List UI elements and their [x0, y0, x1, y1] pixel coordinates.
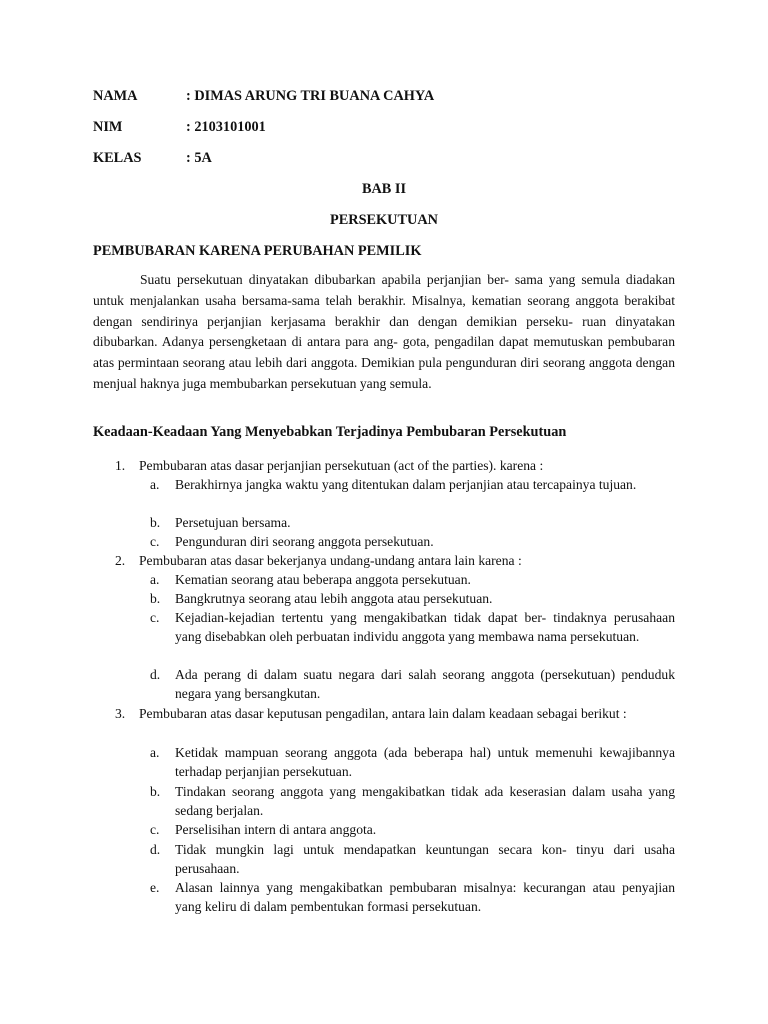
sub-item-text: Kematian seorang atau beberapa anggota persekutuan.: [175, 572, 471, 587]
kelas-value: : 5A: [186, 150, 212, 166]
chapter-heading: BAB II: [361, 181, 407, 197]
sub-item-text: Tindakan seorang anggota yang mengakibatkan tidak ada keserasian dalam usaha yang sedang berjalan.: [175, 784, 675, 818]
sub-item-letter: a.: [150, 477, 160, 492]
sub-item-text: Alasan lainnya yang mengakibatkan pembubaran misalnya: kecurangan atau penyajian yang keliru di dalam pembentukan formasi persekutuan.: [175, 880, 675, 914]
sub-item-letter: b.: [150, 515, 161, 530]
chapter-title: PERSEKUTUAN: [329, 212, 439, 228]
sub-item-text: Ketidak mampuan seorang anggota (ada beberapa hal) untuk memenuhi kewajibannya terhadap perjanjian persekutuan.: [175, 745, 675, 779]
sub-item-text: Tidak mungkin lagi untuk mendapatkan keuntungan secara kon- tinyu dari usaha perusahaan.: [175, 842, 675, 876]
kelas-label: KELAS: [93, 150, 142, 166]
sub-item-letter: b.: [150, 591, 161, 606]
sub-item-text: Pengunduran diri seorang anggota persekutuan.: [175, 534, 434, 549]
list-number: 2.: [115, 553, 126, 568]
sub-item-text: Berakhirnya jangka waktu yang ditentukan dalam perjanjian atau tercapainya tujuan.: [175, 477, 637, 492]
sub-item-text: Persetujuan bersama.: [175, 515, 291, 530]
list-text: Pembubaran atas dasar keputusan pengadilan, antara lain dalam keadaan sebagai berikut :: [139, 706, 627, 721]
sub-item-letter: e.: [150, 880, 160, 895]
intro-paragraph: Suatu persekutuan dinyatakan dibubarkan apabila perjanjian ber- sama yang semula diadakan untuk menjalankan usaha bersama-sama telah berakhir. Misalnya, kematian seorang anggota berakibat dengan sendirinya perjanjian kerjasama berakhir dan dengan demikian perseku- ruan dinyatakan dibubarkan. Adanya persengketaan di antara para ang- gota, pengadilan dapat memutuskan pembubaran atas permintaan seorang atau lebih dari anggota. Demikian pula pengunduran diri seorang anggota dengan menjual haknya juga membubarkan persekutuan yang semula.: [93, 272, 675, 391]
nim-label: NIM: [93, 119, 123, 135]
sub-item-text: Perselisihan intern di antara anggota.: [175, 822, 377, 837]
sub-item-text: Ada perang di dalam suatu negara dari salah seorang anggota (persekutuan) penduduk negara yang bersangkutan.: [175, 667, 675, 701]
list-text: Pembubaran atas dasar bekerjanya undang-undang antara lain karena :: [139, 553, 522, 568]
nim-value: : 2103101001: [186, 119, 266, 135]
sub-item-letter: d.: [150, 842, 161, 857]
subsection-title: Keadaan-Keadaan Yang Menyebabkan Terjadinya Pembubaran Persekutuan: [93, 424, 567, 440]
nama-label: NAMA: [93, 88, 138, 104]
sub-item-letter: c.: [150, 534, 160, 549]
sub-item-letter: a.: [150, 745, 160, 760]
sub-item-letter: c.: [150, 610, 160, 625]
nama-value: : DIMAS ARUNG TRI BUANA CAHYA: [186, 88, 435, 104]
section-title: PEMBUBARAN KARENA PERUBAHAN PEMILIK: [93, 243, 422, 259]
sub-item-text: Kejadian-kejadian tertentu yang mengakibatkan tidak dapat ber- tindaknya perusahaan yang disebabkan oleh perbuatan individu anggota yang membawa nama persekutuan.: [175, 610, 675, 644]
sub-item-text: Bangkrutnya seorang atau lebih anggota atau persekutuan.: [175, 591, 493, 606]
sub-item-letter: c.: [150, 822, 160, 837]
sub-item-letter: b.: [150, 784, 161, 799]
sub-item-letter: d.: [150, 667, 161, 682]
list-number: 1.: [115, 458, 126, 473]
list-number: 3.: [115, 706, 126, 721]
list-text: Pembubaran atas dasar perjanjian persekutuan (act of the parties). karena :: [139, 458, 544, 473]
sub-item-letter: a.: [150, 572, 160, 587]
